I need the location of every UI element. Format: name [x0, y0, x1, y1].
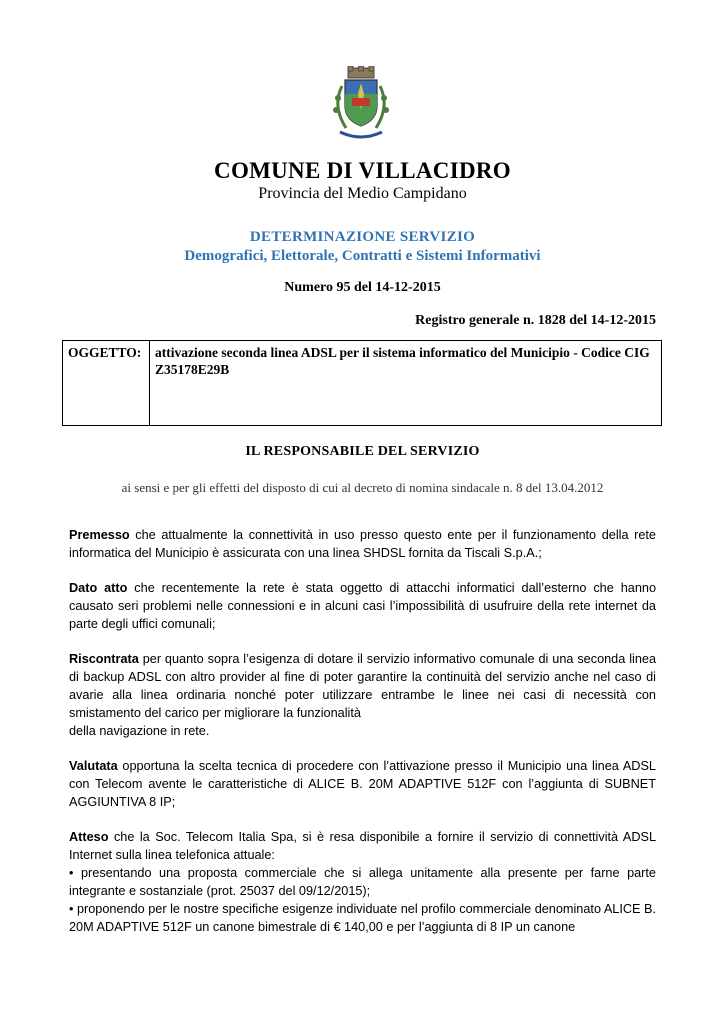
bullet-item: • presentando una proposta commerciale che si allega unitamente alla presente per farne parte integrante e sostanziale (prot. 25037 del 09/12/2015);	[69, 866, 656, 898]
subject-table	[62, 340, 662, 426]
paragraph-atteso	[69, 828, 656, 936]
paragraph-text: opportuna la scelta tecnica di procedere con l’attivazione presso il Municipio una linea ADSL con Telecom avente le caratteristiche di ALICE B. 20M ADAPTIVE 512F con l’aggiunta di SUBNET AGGIUNTIVA 8 IP;	[69, 759, 656, 809]
paragraph-lead: Atteso	[69, 830, 109, 844]
paragraph-text: che attualmente la connettività in uso presso questo ente per il funzionamento della rete informatica del Municipio è assicurata con una linea SHDSL fornita da Tiscali S.p.A.;	[69, 528, 656, 560]
paragraph-lead: Valutata	[69, 759, 118, 773]
general-register: Registro generale n. 1828 del 14-12-2015	[415, 313, 656, 328]
paragraph-lead: Dato atto	[69, 581, 128, 595]
determination-title: DETERMINAZIONE SERVIZIO	[249, 229, 476, 245]
paragraph-text: per quanto sopra l’esigenza di dotare il servizio informativo comunale di una seconda linea di backup ADSL con altro provider al fine di poter garantire la continuità del servizio anche nel caso di avarie alla linea ordinaria nonché poter utilizzare entrambe le linee nei casi di necessità con smistamento del carico per migliorare la funzionalità	[69, 652, 656, 720]
paragraph-dato-atto	[69, 579, 656, 633]
determination-subtitle: Demografici, Elettorale, Contratti e Sistemi Informativi	[184, 248, 541, 264]
subject-text: attivazione seconda linea ADSL per il sistema informatico del Municipio - Codice CIG Z35178E29B	[150, 341, 662, 426]
paragraph-text: che recentemente la rete è stata oggetto di attacchi informatici dall’esterno che hanno causato seri problemi nelle connessioni e in alcuni casi l’impossibilità di usufruire della rete internet da parte degli uffici comunali;	[69, 581, 656, 631]
document-body	[69, 526, 656, 936]
determination-number: Numero 95 del 14-12-2015	[284, 280, 441, 295]
paragraph-riscontrata	[69, 650, 656, 740]
paragraph-valutata	[69, 757, 656, 811]
coat-of-arms-icon	[328, 66, 394, 146]
subject-label: OGGETTO:	[63, 341, 150, 426]
mandate-reference: ai sensi e per gli effetti del disposto di cui al decreto di nomina sindacale n. 8 del 13.04.2012	[121, 480, 604, 495]
paragraph-lead: Riscontrata	[69, 652, 139, 666]
paragraph-premesso	[69, 526, 656, 562]
paragraph-tail: della navigazione in rete.	[69, 724, 210, 738]
paragraph-lead: Premesso	[69, 528, 130, 542]
bullet-item: • proponendo per le nostre specifiche esigenze individuate nel profilo commerciale denominato ALICE B. 20M ADAPTIVE 512F un canone bimestrale di € 140,00 e per l’aggiunta di 8 IP un canone	[69, 902, 657, 934]
responsible-heading: IL RESPONSABILE DEL SERVIZIO	[245, 444, 480, 459]
province-name: Provincia del Medio Campidano	[258, 185, 467, 202]
municipality-title: COMUNE DI VILLACIDRO	[214, 158, 511, 183]
paragraph-text: che la Soc. Telecom Italia Spa, si è resa disponibile a fornire il servizio di connettività ADSL Internet sulla linea telefonica attuale:	[69, 830, 656, 862]
